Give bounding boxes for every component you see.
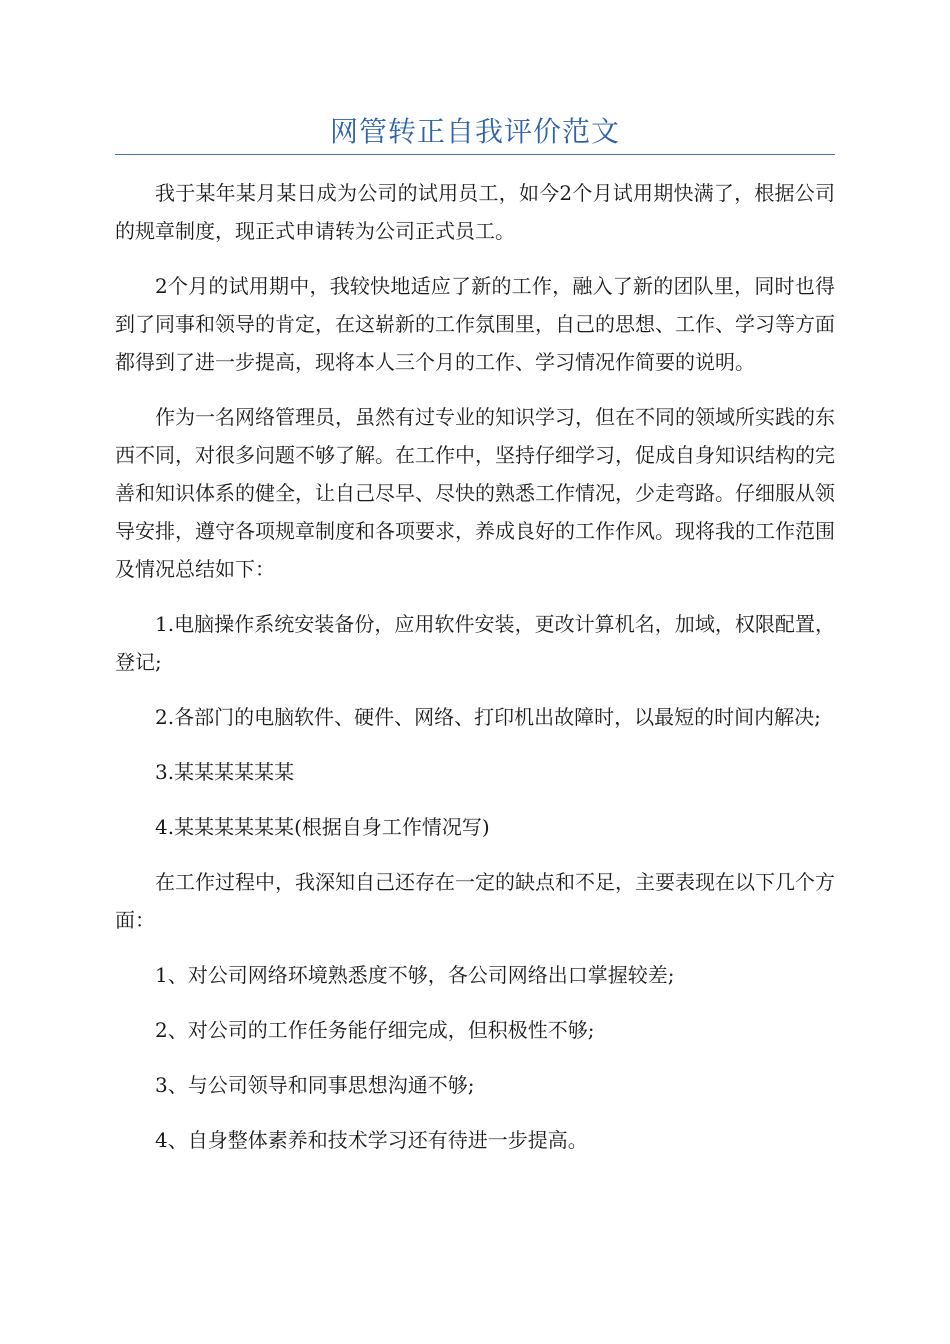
work-item-3: 3.某某某某某某 xyxy=(155,760,295,784)
paragraph-probation: 2个月的试用期中，我较快地适应了新的工作，融入了新的团队里，同时也得到了同事和领导的肯定，在这崭新的工作氛围里，自己的思想、工作、学习等方面都得到了进一步提高，现将本人三个月的工作、学习情况作简要的说明。 xyxy=(115,274,835,374)
work-item-1: 1.电脑操作系统安装备份，应用软件安装，更改计算机名，加域，权限配置，登记; xyxy=(115,612,835,674)
shortcoming-item-2: 2、对公司的工作任务能仔细完成，但积极性不够; xyxy=(155,1018,595,1042)
paragraph-shortcomings: 在工作过程中，我深知自己还存在一定的缺点和不足，主要表现在以下几个方面： xyxy=(115,870,835,932)
shortcoming-item-4: 4、自身整体素养和技术学习还有待进一步提高。 xyxy=(155,1128,588,1152)
paragraph-intro: 我于某年某月某日成为公司的试用员工，如今2个月试用期快满了，根据公司的规章制度，现正式申请转为公司正式员工。 xyxy=(115,181,835,243)
shortcoming-item-1: 1、对公司网络环境熟悉度不够，各公司网络出口掌握较差; xyxy=(155,963,675,987)
work-item-2: 2.各部门的电脑软件、硬件、网络、打印机出故障时，以最短的时间内解决; xyxy=(155,705,821,729)
work-item-4: 4.某某某某某某(根据自身工作情况写) xyxy=(155,815,490,839)
paragraph-role: 作为一名网络管理员，虽然有过专业的知识学习，但在不同的领域所实践的东西不同，对很多问题不够了解。在工作中，坚持仔细学习，促成自身知识结构的完善和知识体系的健全，让自己尽早、尽快的熟悉工作情况，少走弯路。仔细服从领导安排，遵守各项规章制度和各项要求，养成良好的工作作风。现将我的工作范围及情况总结如下： xyxy=(115,405,835,581)
shortcoming-item-3: 3、与公司领导和同事思想沟通不够; xyxy=(155,1073,475,1097)
document-title: 网管转正自我评价范文 xyxy=(329,115,620,148)
document-body xyxy=(115,174,835,1176)
title-underline xyxy=(115,154,835,155)
